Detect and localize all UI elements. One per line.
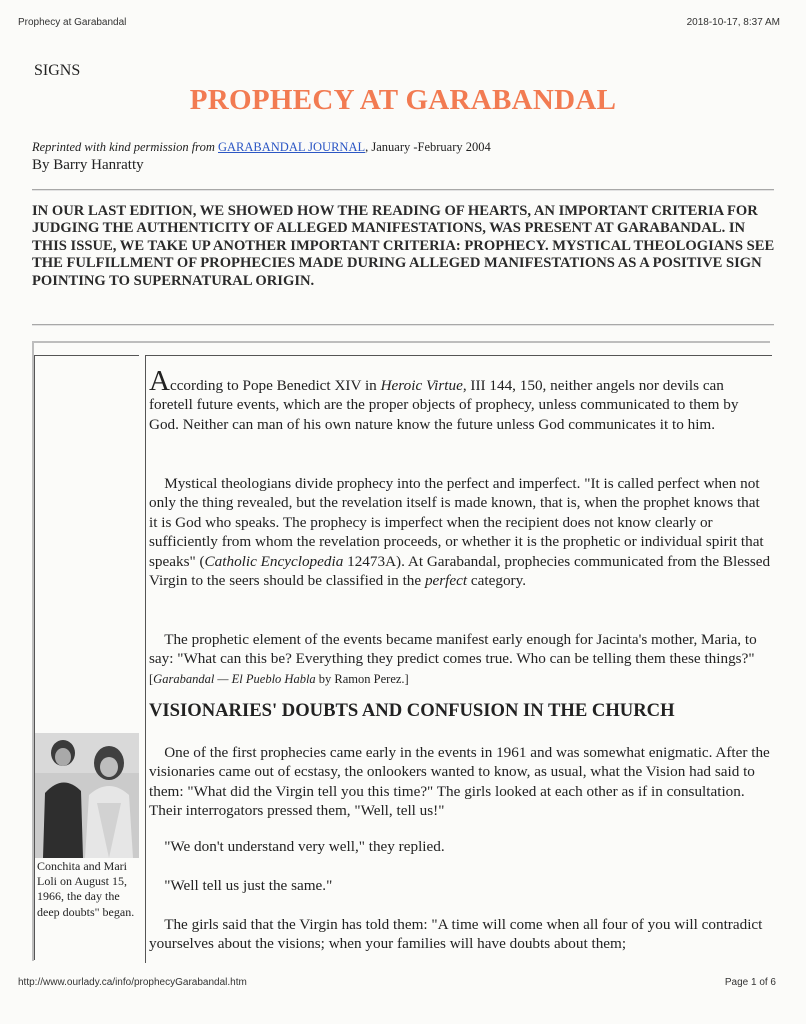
paragraph-1: According to Pope Benedict XIV in Heroic Virtue, III 144, 150, neither angels nor devils can foretell future events, which are the proper objects of prophecy, unless communicated to them by God. Neither can man of his own nature know the future unless God communicates it to him. (149, 365, 739, 433)
print-footer-page: Page 1 of 6 (724, 977, 776, 988)
divider-intro (32, 324, 774, 326)
paragraph-2: Mystical theologians divide prophecy into the perfect and imperfect. "It is called perfect when not only the thing revealed, but the revelation itself is made known, that is, when the prophet knows that it is God who speaks. The prophecy is imperfect when the recipient does not know clearly or sufficiently from whom the revelation proceeds, or whether it is the prophetic or individual spirit that speaks" (Catholic Encyclopedia 12473A). At Garabandal, prophecies communicated from the Blessed Virgin to the seers should be classified in the perfect category. (149, 475, 771, 590)
photo-caption: Conchita and Mari Loli on August 15, 1966, the day the deep doubts" began. (37, 859, 135, 919)
reprint-notice (32, 140, 491, 155)
print-footer-url: http://www.ourlady.ca/info/prophecyGarabandal.htm (18, 977, 247, 988)
section-heading: VISIONARIES' DOUBTS AND CONFUSION IN THE CHURCH (149, 700, 675, 721)
journal-link[interactable]: GARABANDAL JOURNAL (218, 140, 366, 154)
byline: By Barry Hanratty (32, 157, 144, 173)
section-label: SIGNS (34, 62, 81, 79)
print-header-datetime: 2018-10-17, 8:37 AM (686, 17, 780, 28)
main-text-column (145, 355, 772, 963)
visionaries-photo (35, 733, 139, 858)
reprint-prefix: Reprinted with kind permission from (32, 140, 215, 154)
reprint-date: , January -February 2004 (365, 140, 491, 154)
paragraph-3: The prophetic element of the events became manifest early enough for Jacinta's mother, Maria, to say: "What can this be? Everything they predict comes true. Who can be telling them these things?"[Garabandal — El Pueblo Habla by Ramon Perez.] (149, 631, 757, 686)
divider-top (32, 189, 774, 191)
photo-image (35, 733, 139, 858)
paragraph-6: "Well tell us just the same." (164, 877, 333, 894)
article-title: PROPHECY AT GARABANDAL (189, 84, 617, 116)
sidebar-column (34, 355, 139, 960)
paragraph-5: "We don't understand very well," they replied. (164, 838, 445, 855)
drop-cap: A (149, 365, 170, 397)
paragraph-4: One of the first prophecies came early in the events in 1961 and was somewhat enigmatic. After the visionaries came out of ecstasy, the onlookers wanted to know, as usual, what the Vision had said to them: "What did the Virgin tell you this time?" The girls looked at each other as if in consultation. Their interrogators pressed them, "Well, tell us!" (149, 744, 770, 820)
paragraph-7: The girls said that the Virgin has told them: "A time will come when all four of you will contradict yourselves about the visions; when your families will have doubts about them; (149, 916, 763, 953)
article-body-table (32, 341, 770, 961)
intro-text: IN OUR LAST EDITION, WE SHOWED HOW THE READING OF HEARTS, AN IMPORTANT CRITERIA FOR JUDGING THE AUTHENTICITY OF ALLEGED MANIFESTATIONS, WAS PRESENT AT GARABANDAL. IN THIS ISSUE, WE TAKE UP ANOTHER IMPORTANT CRITERIA: PROPHECY. MYSTICAL THEOLOGIANS SEE THE FULFILLMENT OF PROPHECIES MADE DURING ALLEGED MANIFESTATIONS AS A POSITIVE SIGN POINTING TO SUPERNATURAL ORIGIN. (32, 203, 775, 289)
print-header-title: Prophecy at Garabandal (18, 17, 127, 28)
